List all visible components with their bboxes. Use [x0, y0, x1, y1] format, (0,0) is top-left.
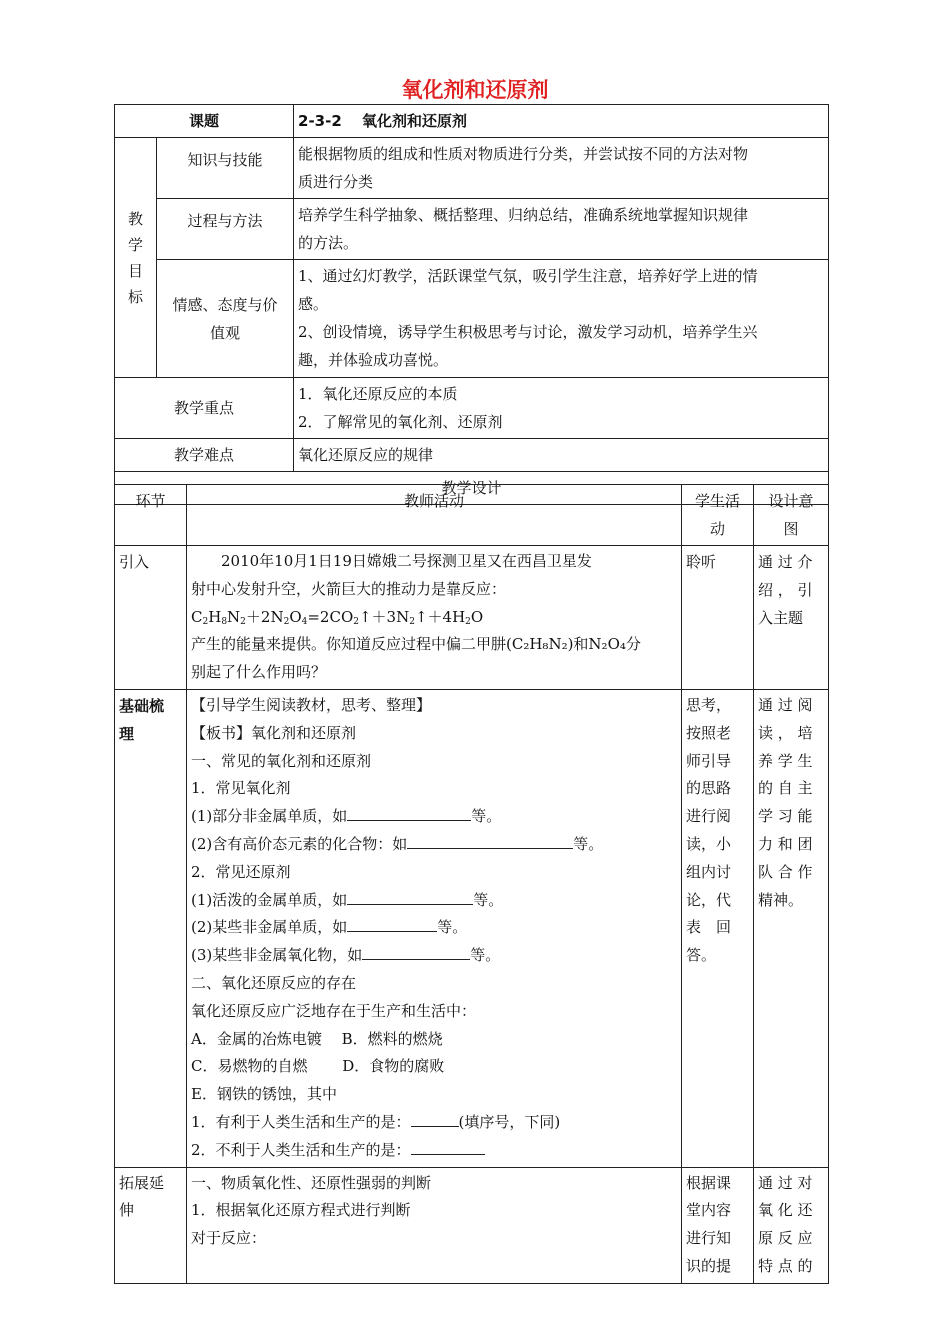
lesson-design-table — [114, 484, 829, 1284]
extend-student-activity: 根据课 堂内容 进行知 识的提 — [682, 1167, 754, 1283]
extend-stage: 拓展延 伸 — [115, 1167, 187, 1283]
objective-attitude-label: 情感、态度与价 值观 — [157, 260, 294, 378]
intro-student-activity: 聆听 — [682, 546, 754, 690]
difficulty-label: 教学难点 — [115, 439, 294, 472]
basics-teacher-activity: 【引导学生阅读教材，思考、整理】 【板书】氧化剂和还原剂 一、常见的氧化剂和还原剂 1．常见氧化剂 (1)部分非金属单质，如 等。 (2)含有高价态元素的化合物：如 等。 2．常见还原剂 (1)活泼的金属单质，如 等。 (2)某些非金属单质，如 等。 (3)某些非金属氧化物，如 等。 二、氧化还原反应的存在 氧化还原反应广泛地存在于生产和生活中： A．金属的冶炼电镀 B．燃料的燃烧 C．易燃物的自燃 D．食物的腐败 E．钢铁的锈蚀，其中 1．有利于人类生活和生产的是： (填序号，下同) 2．不利于人类生活和生产的是： — [187, 689, 682, 1167]
topic-value: 2-3-2 氧化剂和还原剂 — [294, 105, 829, 138]
objective-knowledge-text: 能根据物质的组成和性质对物质进行分类，并尝试按不同的方法对物 质进行分类 — [294, 138, 829, 199]
document-title: 氧化剂和还原剂 — [401, 78, 549, 102]
col-intent-header: 设计意 图 — [754, 485, 829, 546]
col-student-header: 学生活 动 — [682, 485, 754, 546]
objective-attitude-text: 1、通过幻灯教学，活跃课堂气氛，吸引学生注意，培养好学上进的情 感。 2、创设情境，诱导学生积极思考与讨论，激发学习动机，培养学生兴 趣，并体验成功喜悦。 — [294, 260, 829, 378]
col-stage-header: 环节 — [115, 485, 187, 546]
objectives-label: 教 学 目 标 — [115, 138, 157, 378]
basics-stage: 基础梳 理 — [115, 689, 187, 1167]
lesson-info-table — [114, 104, 829, 505]
objective-process-text: 培养学生科学抽象、概括整理、归纳总结，准确系统地掌握知识规律 的方法。 — [294, 199, 829, 260]
answer-blank — [411, 1112, 459, 1127]
answer-blank — [347, 917, 437, 932]
answer-blank — [347, 806, 471, 821]
topic-label: 课题 — [115, 105, 294, 138]
design-heading: 教学设计 — [115, 472, 829, 505]
rocket-reaction-equation: $C_2H_8N_2+2N_2O_4=2CO_2↑+3N_2↑+4H_2O$ — [191, 607, 484, 627]
basics-intent: 通 过 阅 读 ， 培 养 学 生 的 自 主 学 习 能 力 和 团 队 合 作 精神。 — [754, 689, 829, 1167]
answer-blank — [411, 1140, 485, 1155]
objective-knowledge-label: 知识与技能 — [157, 138, 294, 199]
col-teacher-header: 教师活动 — [187, 485, 682, 546]
answer-blank — [407, 834, 573, 849]
extend-teacher-activity: 一、物质氧化性、还原性强弱的判断 1．根据氧化还原方程式进行判断 对于反应： — [187, 1167, 682, 1283]
answer-blank — [347, 890, 473, 905]
key-points-text: 1．氧化还原反应的本质 2．了解常见的氧化剂、还原剂 — [294, 378, 829, 439]
difficulty-text: 氧化还原反应的规律 — [294, 439, 829, 472]
intro-teacher-activity: 2010年10月1日19日嫦娥二号探测卫星又在西昌卫星发 射中心发射升空，火箭巨大的推动力是靠反应： $C_2H_8N_2+2N_2O_4=2CO_2↑+3N_2↑+4H_2O$ 产生的能量来提供。你知道反应过程中偏二甲肼(C₂H₈N₂)和N₂O₄分 别起了什么作用吗？ — [187, 546, 682, 690]
extend-intent: 通 过 对 氧 化 还 原 反 应 特 点 的 — [754, 1167, 829, 1283]
key-points-label: 教学重点 — [115, 378, 294, 439]
basics-student-activity: 思考， 按照老 师引导 的思路 进行阅 读，小 组内讨 论，代 表 回 答。 — [682, 689, 754, 1167]
objective-process-label: 过程与方法 — [157, 199, 294, 260]
intro-stage: 引入 — [115, 546, 187, 690]
intro-intent: 通 过 介 绍 ， 引 入主题 — [754, 546, 829, 690]
answer-blank — [362, 945, 470, 960]
